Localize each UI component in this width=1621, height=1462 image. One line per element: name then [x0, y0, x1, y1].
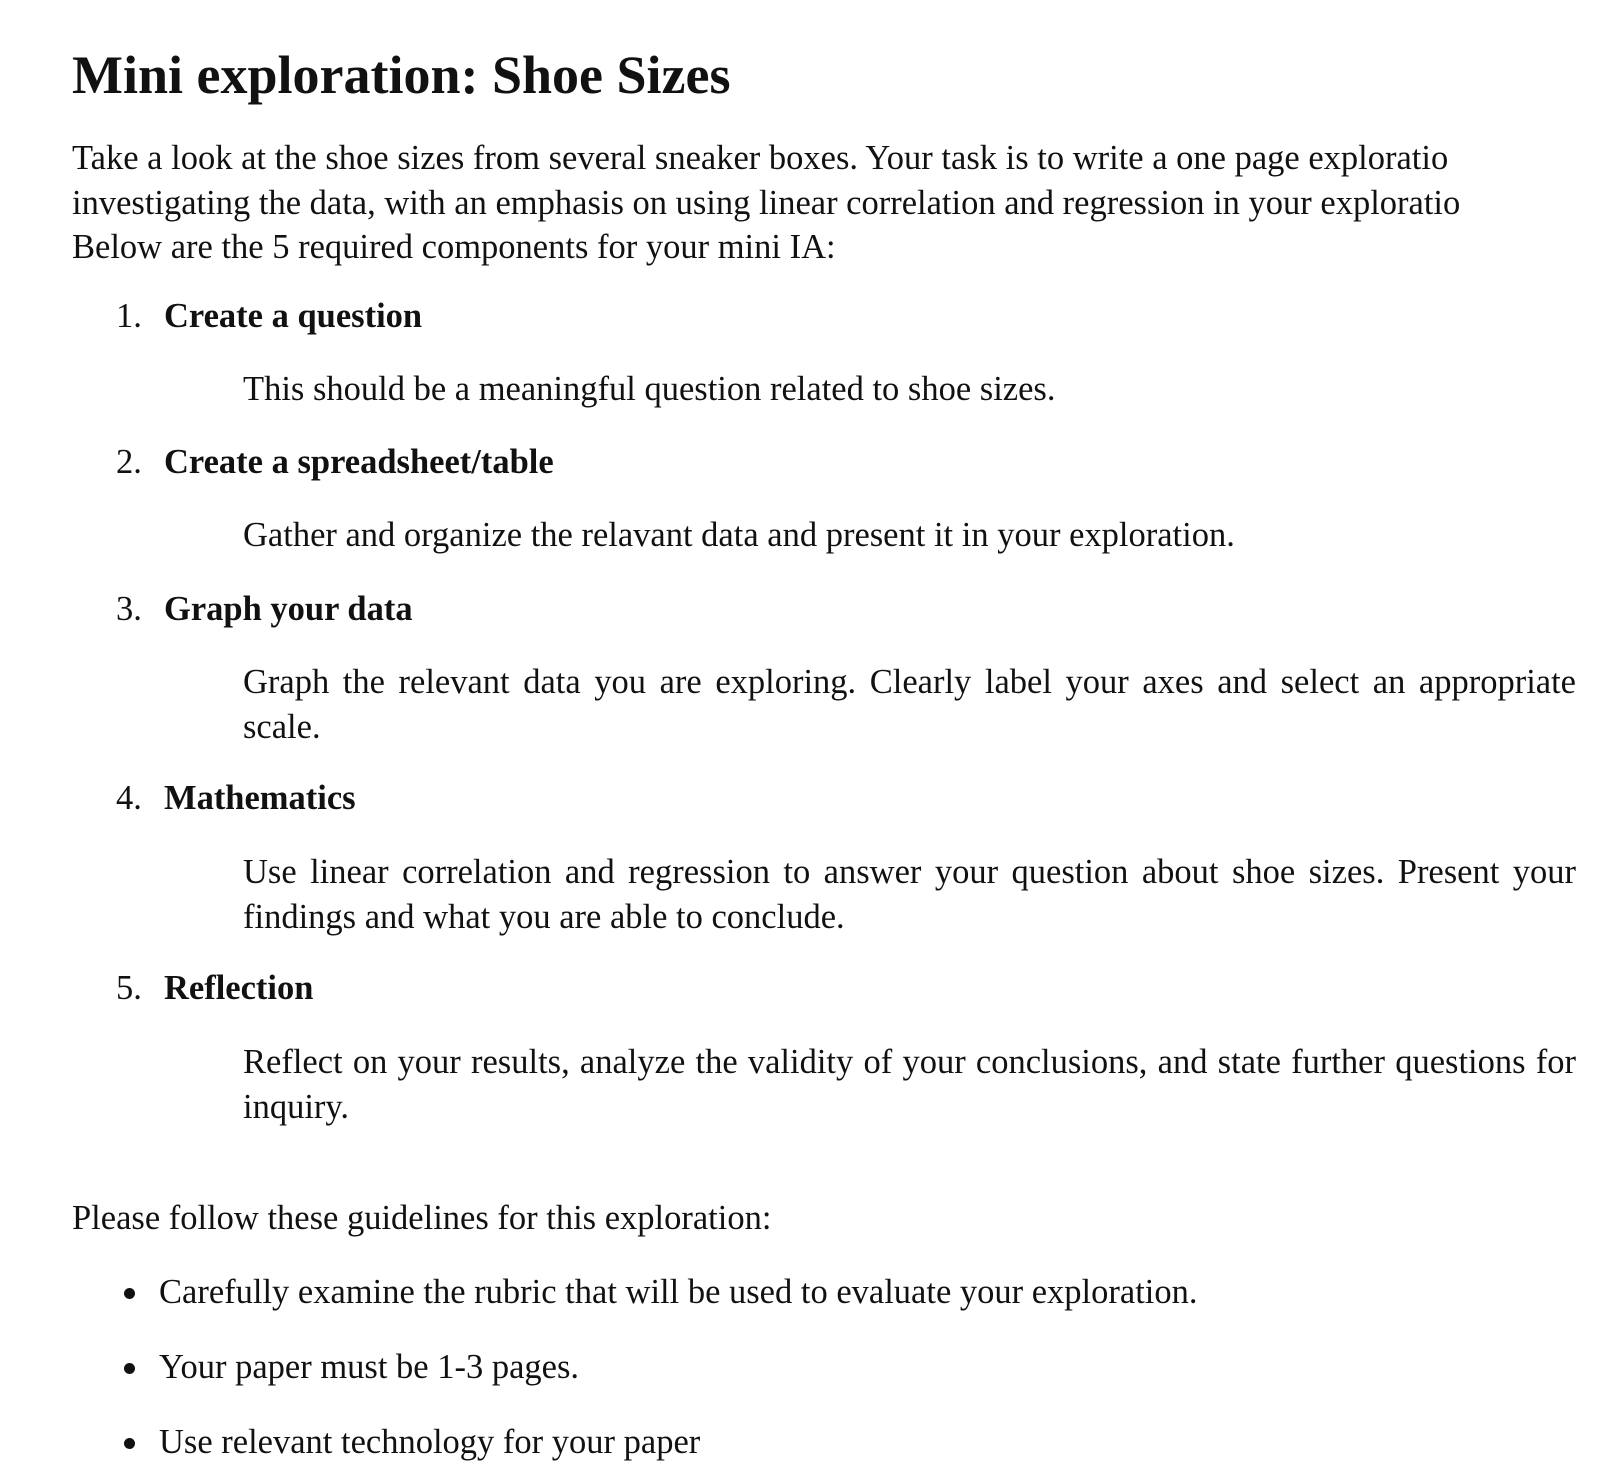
component-item-5: [116, 966, 313, 1010]
page-title: Mini exploration: Shoe Sizes: [72, 45, 731, 105]
item-description: This should be a meaningful question related to shoe sizes.: [243, 370, 1056, 408]
component-item-2: [116, 440, 554, 484]
item-heading: Graph your data: [164, 590, 413, 628]
bullet-icon: [124, 1363, 135, 1374]
bullet-icon: [124, 1288, 135, 1299]
item-description: Graph the relevant data you are exploring. Clearly label your axes and select an appropriate scale.: [243, 663, 1576, 746]
guideline-text: Carefully examine the rubric that will be used to evaluate your exploration.: [159, 1273, 1198, 1311]
item-description: Reflect on your results, analyze the validity of your conclusions, and state further questions for inquiry.: [243, 1043, 1576, 1126]
item-heading: Create a spreadsheet/table: [164, 443, 554, 481]
guidelines-intro: Please follow these guidelines for this exploration:: [72, 1199, 772, 1237]
intro-line: Take a look at the shoe sizes from several sneaker boxes. Your task is to write a one page exploratio: [72, 139, 1449, 177]
intro-line: Below are the 5 required components for your mini IA:: [72, 228, 836, 267]
item-number: 1.: [116, 297, 142, 335]
item-description: Use linear correlation and regression to answer your question about shoe sizes. Present your findings and what you are able to conclude.: [243, 853, 1576, 936]
guideline-item: [124, 1270, 1198, 1314]
item-number: 5.: [116, 969, 142, 1007]
intro-paragraph: [72, 136, 1572, 270]
item-description: Gather and organize the relavant data and present it in your exploration.: [243, 516, 1235, 554]
guideline-text: Use relevant technology for your paper: [159, 1423, 701, 1461]
item-number: 4.: [116, 779, 142, 817]
component-item-1: [116, 294, 422, 338]
guideline-item: [124, 1345, 579, 1389]
item-heading: Mathematics: [164, 779, 356, 817]
component-item-3: [116, 587, 413, 631]
intro-line: investigating the data, with an emphasis on using linear correlation and regression in your exploratio: [72, 183, 1461, 222]
component-item-4: [116, 776, 356, 820]
item-number: 2.: [116, 443, 142, 481]
guideline-text: Your paper must be 1-3 pages.: [159, 1348, 580, 1386]
item-number: 3.: [116, 590, 142, 628]
bullet-icon: [124, 1438, 135, 1449]
guideline-item: [124, 1420, 700, 1462]
item-heading: Create a question: [164, 297, 423, 335]
item-heading: Reflection: [164, 969, 314, 1007]
